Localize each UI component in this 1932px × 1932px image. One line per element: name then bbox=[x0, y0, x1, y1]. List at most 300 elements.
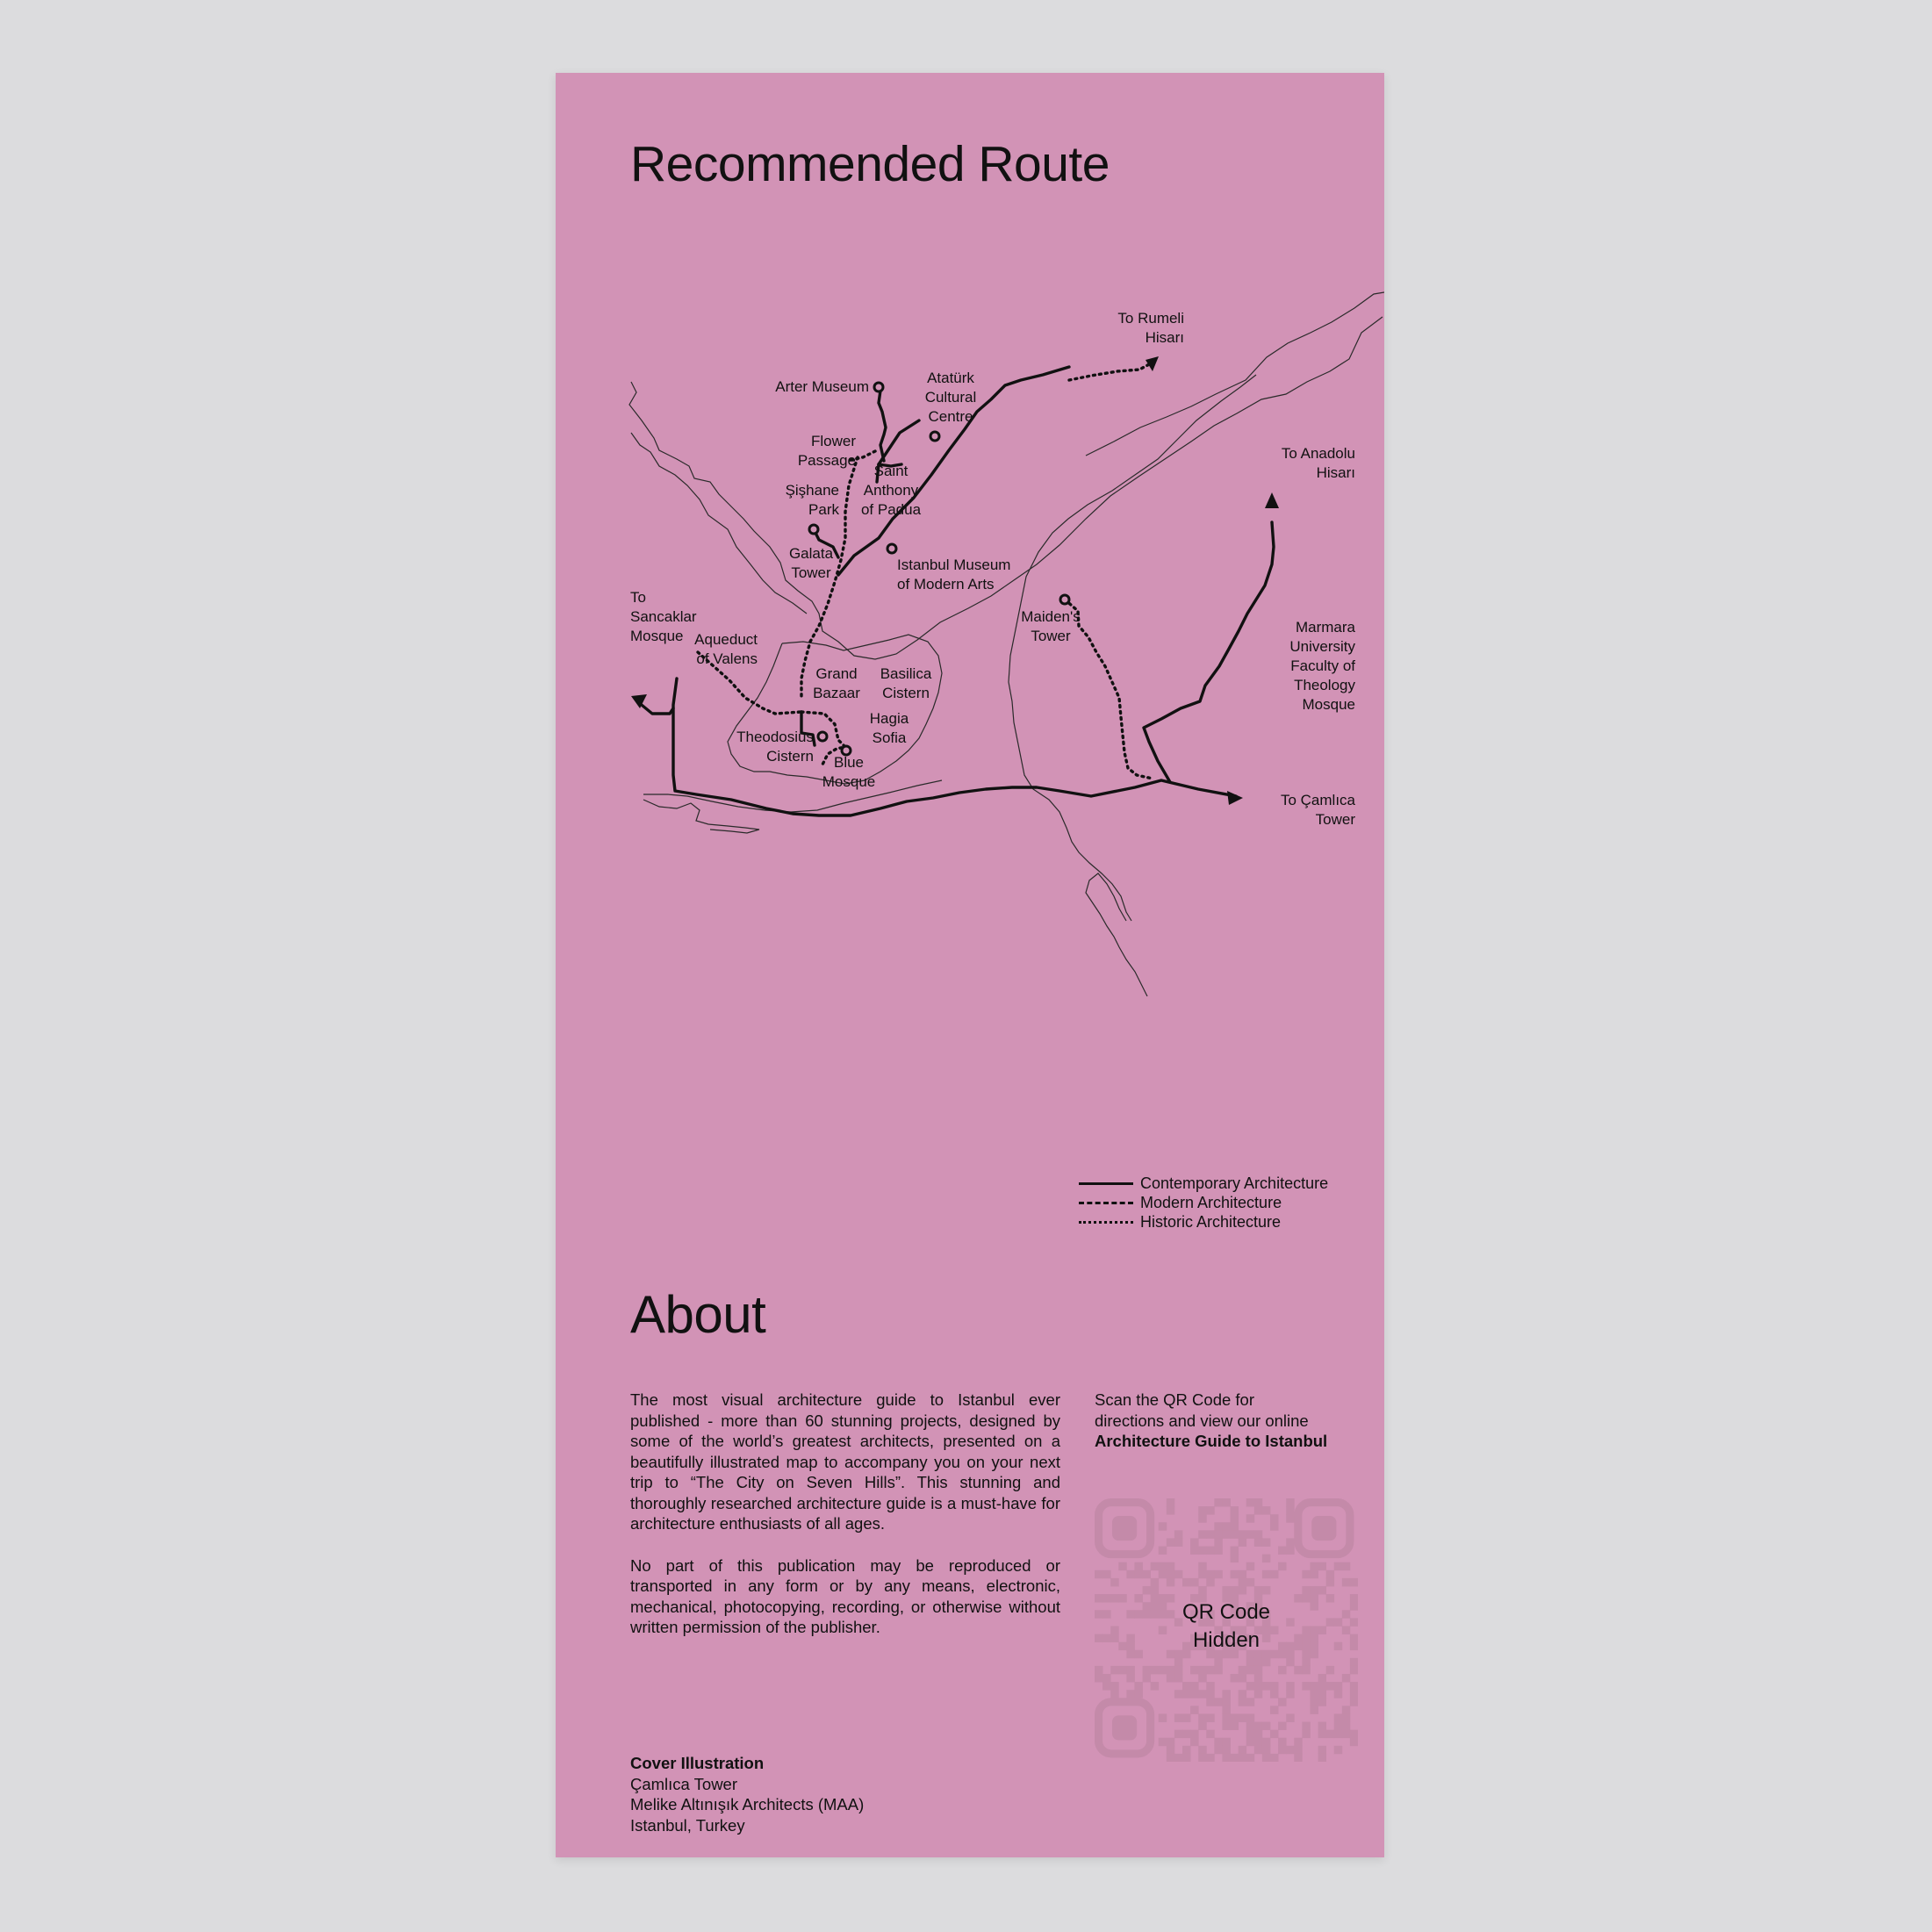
place-label-line: To Anadolu bbox=[1281, 445, 1355, 462]
stop-arter bbox=[874, 383, 883, 391]
qr-module bbox=[1198, 1562, 1206, 1570]
qr-line-2: directions and view our online bbox=[1095, 1411, 1309, 1430]
place-label-sishane bbox=[786, 482, 840, 518]
qr-module bbox=[1174, 1713, 1182, 1721]
qr-module bbox=[1302, 1722, 1310, 1730]
qr-module bbox=[1222, 1713, 1230, 1721]
place-label-line: Hisarı bbox=[1145, 329, 1184, 346]
legend-label: Historic Architecture bbox=[1140, 1213, 1282, 1231]
qr-module bbox=[1198, 1674, 1206, 1682]
qr-module bbox=[1222, 1746, 1230, 1754]
qr-module bbox=[1222, 1722, 1230, 1730]
qr-module bbox=[1095, 1570, 1102, 1578]
qr-module bbox=[1118, 1666, 1126, 1674]
qr-module bbox=[1198, 1690, 1206, 1698]
qr-module bbox=[1222, 1522, 1230, 1530]
legend-swatch-dashed bbox=[1079, 1202, 1133, 1204]
qr-module bbox=[1190, 1738, 1198, 1746]
place-label-line: To Çamlıca bbox=[1280, 792, 1355, 808]
qr-module bbox=[1239, 1690, 1246, 1698]
qr-module bbox=[1286, 1547, 1294, 1555]
place-label-line: Hagia bbox=[869, 710, 909, 727]
qr-module bbox=[1334, 1713, 1342, 1721]
qr-module bbox=[1174, 1690, 1182, 1698]
asian-coast bbox=[1009, 375, 1256, 921]
qr-module bbox=[1246, 1682, 1254, 1690]
qr-module bbox=[1174, 1666, 1182, 1674]
qr-module bbox=[1143, 1666, 1151, 1674]
qr-module bbox=[1239, 1578, 1246, 1586]
qr-module bbox=[1310, 1706, 1318, 1713]
place-label-sancaklar bbox=[630, 589, 697, 644]
qr-module bbox=[1318, 1730, 1326, 1738]
qr-label-line-2: Hidden bbox=[1192, 1628, 1260, 1652]
qr-module bbox=[1246, 1666, 1254, 1674]
kadikoy-coast bbox=[1086, 873, 1147, 996]
place-label-basilica bbox=[880, 665, 932, 701]
qr-module bbox=[1214, 1547, 1222, 1555]
qr-module bbox=[1167, 1674, 1174, 1682]
qr-module bbox=[1318, 1586, 1326, 1594]
qr-module bbox=[1278, 1738, 1286, 1746]
qr-module bbox=[1239, 1570, 1246, 1578]
qr-module bbox=[1342, 1722, 1350, 1730]
qr-module bbox=[1231, 1674, 1239, 1682]
qr-module bbox=[1206, 1698, 1214, 1706]
qr-module bbox=[1190, 1578, 1198, 1586]
place-label-anthony bbox=[861, 463, 922, 518]
qr-module bbox=[1174, 1570, 1182, 1578]
place-label-blue bbox=[822, 754, 875, 790]
stop-theodosius bbox=[818, 732, 827, 741]
qr-module bbox=[1350, 1690, 1358, 1698]
qr-module bbox=[1134, 1570, 1142, 1578]
qr-module bbox=[1286, 1658, 1294, 1666]
qr-module bbox=[1254, 1674, 1262, 1682]
qr-module bbox=[1326, 1666, 1334, 1674]
contemporary-route-ataturk-arter bbox=[879, 387, 886, 461]
qr-module bbox=[1246, 1698, 1254, 1706]
qr-module bbox=[1270, 1514, 1278, 1522]
qr-module bbox=[1143, 1570, 1151, 1578]
place-label-line: of Valens bbox=[696, 650, 758, 667]
qr-module bbox=[1302, 1570, 1310, 1578]
brochure-page bbox=[556, 73, 1384, 1857]
qr-module bbox=[1254, 1530, 1262, 1538]
qr-module bbox=[1294, 1738, 1302, 1746]
qr-module bbox=[1254, 1538, 1262, 1546]
qr-module bbox=[1334, 1730, 1342, 1738]
qr-module bbox=[1174, 1730, 1182, 1738]
qr-module bbox=[1302, 1730, 1310, 1738]
qr-module bbox=[1342, 1713, 1350, 1721]
qr-module bbox=[1151, 1666, 1159, 1674]
qr-module bbox=[1167, 1498, 1174, 1506]
place-label-marmara bbox=[1289, 619, 1355, 713]
place-label-line: of Modern Arts bbox=[897, 576, 995, 593]
qr-module bbox=[1294, 1666, 1302, 1674]
qr-module bbox=[1310, 1698, 1318, 1706]
qr-module bbox=[1254, 1498, 1262, 1506]
qr-module bbox=[1118, 1562, 1126, 1570]
qr-module bbox=[1134, 1682, 1142, 1690]
place-label-line: Tower bbox=[791, 564, 831, 581]
qr-module bbox=[1254, 1730, 1262, 1738]
place-label-line: Tower bbox=[1031, 628, 1071, 644]
qr-module bbox=[1254, 1682, 1262, 1690]
south-coast bbox=[643, 780, 942, 812]
qr-module bbox=[1294, 1746, 1302, 1754]
qr-module bbox=[1159, 1522, 1167, 1530]
qr-module bbox=[1262, 1682, 1270, 1690]
place-label-rumeli bbox=[1117, 310, 1184, 346]
qr-module bbox=[1102, 1682, 1110, 1690]
qr-module bbox=[1318, 1682, 1326, 1690]
qr-module bbox=[1190, 1730, 1198, 1738]
place-label-line: Flower bbox=[810, 433, 856, 449]
qr-module bbox=[1159, 1570, 1167, 1578]
arrow-anadolu bbox=[1265, 492, 1279, 508]
qr-module bbox=[1231, 1506, 1239, 1514]
qr-module bbox=[1174, 1658, 1182, 1666]
stop-ataturk bbox=[930, 432, 939, 441]
qr-module bbox=[1190, 1706, 1198, 1713]
place-label-line: Hisarı bbox=[1316, 464, 1355, 481]
qr-module bbox=[1182, 1746, 1190, 1754]
qr-module bbox=[1167, 1570, 1174, 1578]
place-label-line: Theodosius bbox=[736, 729, 814, 745]
place-label-line: Istanbul Museum bbox=[897, 557, 1011, 573]
qr-module bbox=[1198, 1722, 1206, 1730]
qr-module bbox=[1126, 1690, 1134, 1698]
qr-module bbox=[1318, 1754, 1326, 1762]
stop-maiden bbox=[1060, 595, 1069, 604]
qr-module bbox=[1167, 1738, 1174, 1746]
qr-module bbox=[1310, 1690, 1318, 1698]
qr-module bbox=[1143, 1674, 1151, 1682]
qr-module bbox=[1110, 1666, 1118, 1674]
qr-module bbox=[1231, 1547, 1239, 1555]
cover-credits bbox=[630, 1753, 864, 1835]
about-paragraph-1: The most visual architecture guide to Istanbul ever published - more than 60 stunning projects, designed by some of the world’s greatest architects, presented on a beautifully illustrated map to accompany you on your next trip to “The City on Seven Hills”. This stunning and thoroughly researched architecture guide is a must-have for architecture enthusiasts of all ages. bbox=[630, 1390, 1060, 1533]
qr-module bbox=[1231, 1722, 1239, 1730]
qr-module bbox=[1231, 1713, 1239, 1721]
qr-module bbox=[1350, 1738, 1358, 1746]
qr-module bbox=[1222, 1738, 1230, 1746]
qr-module bbox=[1286, 1498, 1294, 1506]
stop-istmodern bbox=[887, 544, 896, 553]
place-label-line: Blue bbox=[833, 754, 865, 771]
qr-module bbox=[1126, 1666, 1134, 1674]
qr-module bbox=[1222, 1498, 1230, 1506]
qr-module bbox=[1334, 1746, 1342, 1754]
place-label-bazaar bbox=[813, 665, 860, 701]
contemporary-route-sancaklar-stub bbox=[637, 701, 673, 714]
qr-module bbox=[1310, 1586, 1318, 1594]
qr-module bbox=[1350, 1698, 1358, 1706]
qr-module bbox=[1159, 1547, 1167, 1555]
place-label-line: Tower bbox=[1315, 811, 1355, 828]
place-label-line: University bbox=[1289, 638, 1355, 655]
qr-module bbox=[1206, 1547, 1214, 1555]
qr-module bbox=[1278, 1666, 1286, 1674]
qr-module bbox=[1310, 1682, 1318, 1690]
place-label-line: Maiden's bbox=[1021, 608, 1081, 625]
qr-module bbox=[1239, 1530, 1246, 1538]
place-label-line: Passage bbox=[797, 452, 856, 469]
qr-module bbox=[1198, 1746, 1206, 1754]
qr-module bbox=[1174, 1674, 1182, 1682]
qr-module bbox=[1110, 1578, 1118, 1586]
qr-module bbox=[1270, 1570, 1278, 1578]
qr-module bbox=[1318, 1690, 1326, 1698]
qr-module bbox=[1095, 1674, 1102, 1682]
qr-module bbox=[1174, 1754, 1182, 1762]
qr-module bbox=[1182, 1578, 1190, 1586]
legend-swatch-dotted bbox=[1079, 1221, 1133, 1224]
place-label-line: Mosque bbox=[1302, 696, 1355, 713]
qr-module bbox=[1350, 1578, 1358, 1586]
qr-module bbox=[1190, 1682, 1198, 1690]
qr-module bbox=[1151, 1562, 1159, 1570]
qr-finder-center bbox=[1112, 1516, 1137, 1541]
qr-module bbox=[1182, 1682, 1190, 1690]
qr-line-1: Scan the QR Code for bbox=[1095, 1390, 1255, 1409]
golden-horn-upper-coast bbox=[631, 433, 807, 614]
place-label-line: Cistern bbox=[882, 685, 930, 701]
legend-label: Modern Architecture bbox=[1140, 1194, 1282, 1211]
qr-module bbox=[1326, 1682, 1334, 1690]
place-label-line: Aqueduct bbox=[694, 631, 758, 648]
qr-module bbox=[1286, 1506, 1294, 1514]
qr-module bbox=[1318, 1722, 1326, 1730]
qr-module bbox=[1278, 1722, 1286, 1730]
qr-module bbox=[1246, 1722, 1254, 1730]
qr-module bbox=[1206, 1713, 1214, 1721]
qr-code[interactable] bbox=[1095, 1498, 1358, 1762]
qr-module bbox=[1231, 1530, 1239, 1538]
qr-module bbox=[1294, 1754, 1302, 1762]
qr-module bbox=[1278, 1698, 1286, 1706]
qr-module bbox=[1350, 1666, 1358, 1674]
qr-module bbox=[1231, 1522, 1239, 1530]
qr-module bbox=[1318, 1746, 1326, 1754]
credits-heading: Cover Illustration bbox=[630, 1754, 765, 1772]
qr-module bbox=[1310, 1562, 1318, 1570]
qr-module bbox=[1254, 1746, 1262, 1754]
qr-module bbox=[1222, 1586, 1230, 1594]
qr-module bbox=[1126, 1570, 1134, 1578]
qr-module bbox=[1270, 1730, 1278, 1738]
qr-module bbox=[1198, 1586, 1206, 1594]
legend-item bbox=[1079, 1193, 1328, 1212]
qr-module bbox=[1239, 1713, 1246, 1721]
qr-module bbox=[1214, 1522, 1222, 1530]
about-paragraph-2: No part of this publication may be reproduced or transported in any form or by any means, electronic, mechanical, photocopying, recording, or otherwise without written permission of the publisher. bbox=[630, 1555, 1060, 1636]
qr-module bbox=[1334, 1722, 1342, 1730]
qr-module bbox=[1182, 1713, 1190, 1721]
qr-module bbox=[1126, 1674, 1134, 1682]
qr-module bbox=[1239, 1754, 1246, 1762]
qr-module bbox=[1286, 1682, 1294, 1690]
place-label-line: Anthony bbox=[863, 482, 919, 499]
map-legend bbox=[1079, 1174, 1328, 1232]
qr-module bbox=[1110, 1682, 1118, 1690]
place-label-line: Mosque bbox=[822, 773, 876, 790]
qr-module bbox=[1167, 1666, 1174, 1674]
qr-module bbox=[1286, 1514, 1294, 1522]
qr-module bbox=[1167, 1562, 1174, 1570]
qr-module bbox=[1278, 1547, 1286, 1555]
qr-module bbox=[1167, 1506, 1174, 1514]
place-label-line: Marmara bbox=[1295, 619, 1355, 636]
qr-module bbox=[1167, 1746, 1174, 1754]
qr-module bbox=[1326, 1730, 1334, 1738]
place-label-theodosius bbox=[736, 729, 814, 765]
place-label-arter bbox=[775, 378, 869, 395]
place-label-line: Grand bbox=[815, 665, 858, 682]
place-label-line: Mosque bbox=[630, 628, 684, 644]
qr-module bbox=[1214, 1530, 1222, 1538]
legend-label: Contemporary Architecture bbox=[1140, 1174, 1329, 1192]
qr-module bbox=[1214, 1738, 1222, 1746]
place-label-line: Saint bbox=[873, 463, 909, 479]
place-label-maiden bbox=[1021, 608, 1081, 644]
qr-module bbox=[1246, 1514, 1254, 1522]
qr-module bbox=[1342, 1674, 1350, 1682]
qr-module bbox=[1198, 1666, 1206, 1674]
qr-module bbox=[1190, 1538, 1198, 1546]
place-label-line: Sancaklar bbox=[630, 608, 697, 625]
qr-module bbox=[1174, 1538, 1182, 1546]
historic-route-rumeli bbox=[1069, 363, 1153, 380]
qr-module bbox=[1206, 1530, 1214, 1538]
qr-module bbox=[1350, 1658, 1358, 1666]
qr-module bbox=[1198, 1530, 1206, 1538]
qr-module bbox=[1239, 1666, 1246, 1674]
qr-module bbox=[1231, 1555, 1239, 1562]
qr-module bbox=[1270, 1690, 1278, 1698]
qr-module bbox=[1190, 1690, 1198, 1698]
place-label-hagia bbox=[870, 710, 909, 746]
qr-module bbox=[1190, 1666, 1198, 1674]
qr-module bbox=[1151, 1682, 1159, 1690]
legend-item bbox=[1079, 1212, 1328, 1232]
about-text bbox=[630, 1390, 1060, 1659]
qr-hidden-label bbox=[1095, 1598, 1358, 1655]
qr-module bbox=[1231, 1586, 1239, 1594]
qr-module bbox=[1206, 1682, 1214, 1690]
legend-swatch-solid bbox=[1079, 1182, 1133, 1185]
place-label-anadolu bbox=[1282, 445, 1355, 481]
qr-module bbox=[1222, 1706, 1230, 1713]
qr-module bbox=[1198, 1713, 1206, 1721]
qr-module bbox=[1318, 1674, 1326, 1682]
place-label-galata bbox=[789, 545, 834, 581]
qr-module bbox=[1206, 1754, 1214, 1762]
qr-module bbox=[1214, 1658, 1222, 1666]
qr-module bbox=[1206, 1730, 1214, 1738]
qr-module bbox=[1206, 1690, 1214, 1698]
legend-item bbox=[1079, 1174, 1328, 1193]
qr-module bbox=[1246, 1730, 1254, 1738]
qr-module bbox=[1231, 1514, 1239, 1522]
qr-module bbox=[1286, 1538, 1294, 1546]
place-label-line: Centre bbox=[928, 408, 973, 425]
qr-module bbox=[1214, 1666, 1222, 1674]
qr-module bbox=[1326, 1570, 1334, 1578]
qr-module bbox=[1350, 1730, 1358, 1738]
place-label-istmodern bbox=[897, 557, 1010, 593]
qr-module bbox=[1278, 1562, 1286, 1570]
qr-module bbox=[1159, 1666, 1167, 1674]
qr-module bbox=[1246, 1658, 1254, 1666]
qr-module bbox=[1270, 1522, 1278, 1530]
qr-module bbox=[1222, 1698, 1230, 1706]
qr-module bbox=[1134, 1562, 1142, 1570]
golden-horn-north-coast bbox=[629, 317, 1383, 659]
qr-module bbox=[1239, 1586, 1246, 1594]
qr-module bbox=[1198, 1506, 1206, 1514]
qr-module bbox=[1182, 1690, 1190, 1698]
qr-module bbox=[1214, 1498, 1222, 1506]
qr-module bbox=[1270, 1682, 1278, 1690]
qr-module bbox=[1167, 1538, 1174, 1546]
place-label-aqueduct bbox=[694, 631, 758, 667]
qr-module bbox=[1262, 1746, 1270, 1754]
qr-module bbox=[1254, 1506, 1262, 1514]
qr-module bbox=[1262, 1722, 1270, 1730]
qr-module bbox=[1159, 1562, 1167, 1570]
qr-module bbox=[1334, 1682, 1342, 1690]
qr-module bbox=[1262, 1555, 1270, 1562]
route-title: Recommended Route bbox=[630, 136, 1110, 192]
place-label-line: To bbox=[630, 589, 646, 606]
qr-module bbox=[1270, 1706, 1278, 1713]
qr-module bbox=[1254, 1666, 1262, 1674]
qr-module bbox=[1182, 1730, 1190, 1738]
qr-module bbox=[1246, 1754, 1254, 1762]
qr-instructions bbox=[1095, 1390, 1358, 1452]
qr-module bbox=[1262, 1658, 1270, 1666]
qr-module bbox=[1239, 1698, 1246, 1706]
qr-module bbox=[1326, 1578, 1334, 1586]
qr-module bbox=[1214, 1570, 1222, 1578]
qr-finder-center bbox=[1112, 1715, 1137, 1740]
place-label-line: Şişhane bbox=[785, 482, 839, 499]
qr-module bbox=[1198, 1754, 1206, 1762]
qr-module bbox=[1231, 1570, 1239, 1578]
qr-module bbox=[1190, 1547, 1198, 1555]
qr-module bbox=[1206, 1666, 1214, 1674]
credits-line-1: Çamlıca Tower bbox=[630, 1774, 738, 1793]
qr-module bbox=[1286, 1746, 1294, 1754]
qr-module bbox=[1350, 1682, 1358, 1690]
place-label-line: Theology bbox=[1294, 677, 1355, 693]
stop-galata bbox=[809, 525, 818, 534]
qr-module bbox=[1262, 1586, 1270, 1594]
qr-module bbox=[1254, 1586, 1262, 1594]
qr-module bbox=[1198, 1570, 1206, 1578]
place-label-line: Galata bbox=[788, 545, 834, 562]
qr-module bbox=[1143, 1586, 1151, 1594]
qr-module bbox=[1262, 1738, 1270, 1746]
guide-link[interactable]: Architecture Guide to Istanbul bbox=[1095, 1432, 1328, 1450]
qr-module bbox=[1246, 1578, 1254, 1586]
qr-module bbox=[1222, 1690, 1230, 1698]
qr-module bbox=[1334, 1562, 1342, 1570]
qr-module bbox=[1254, 1738, 1262, 1746]
